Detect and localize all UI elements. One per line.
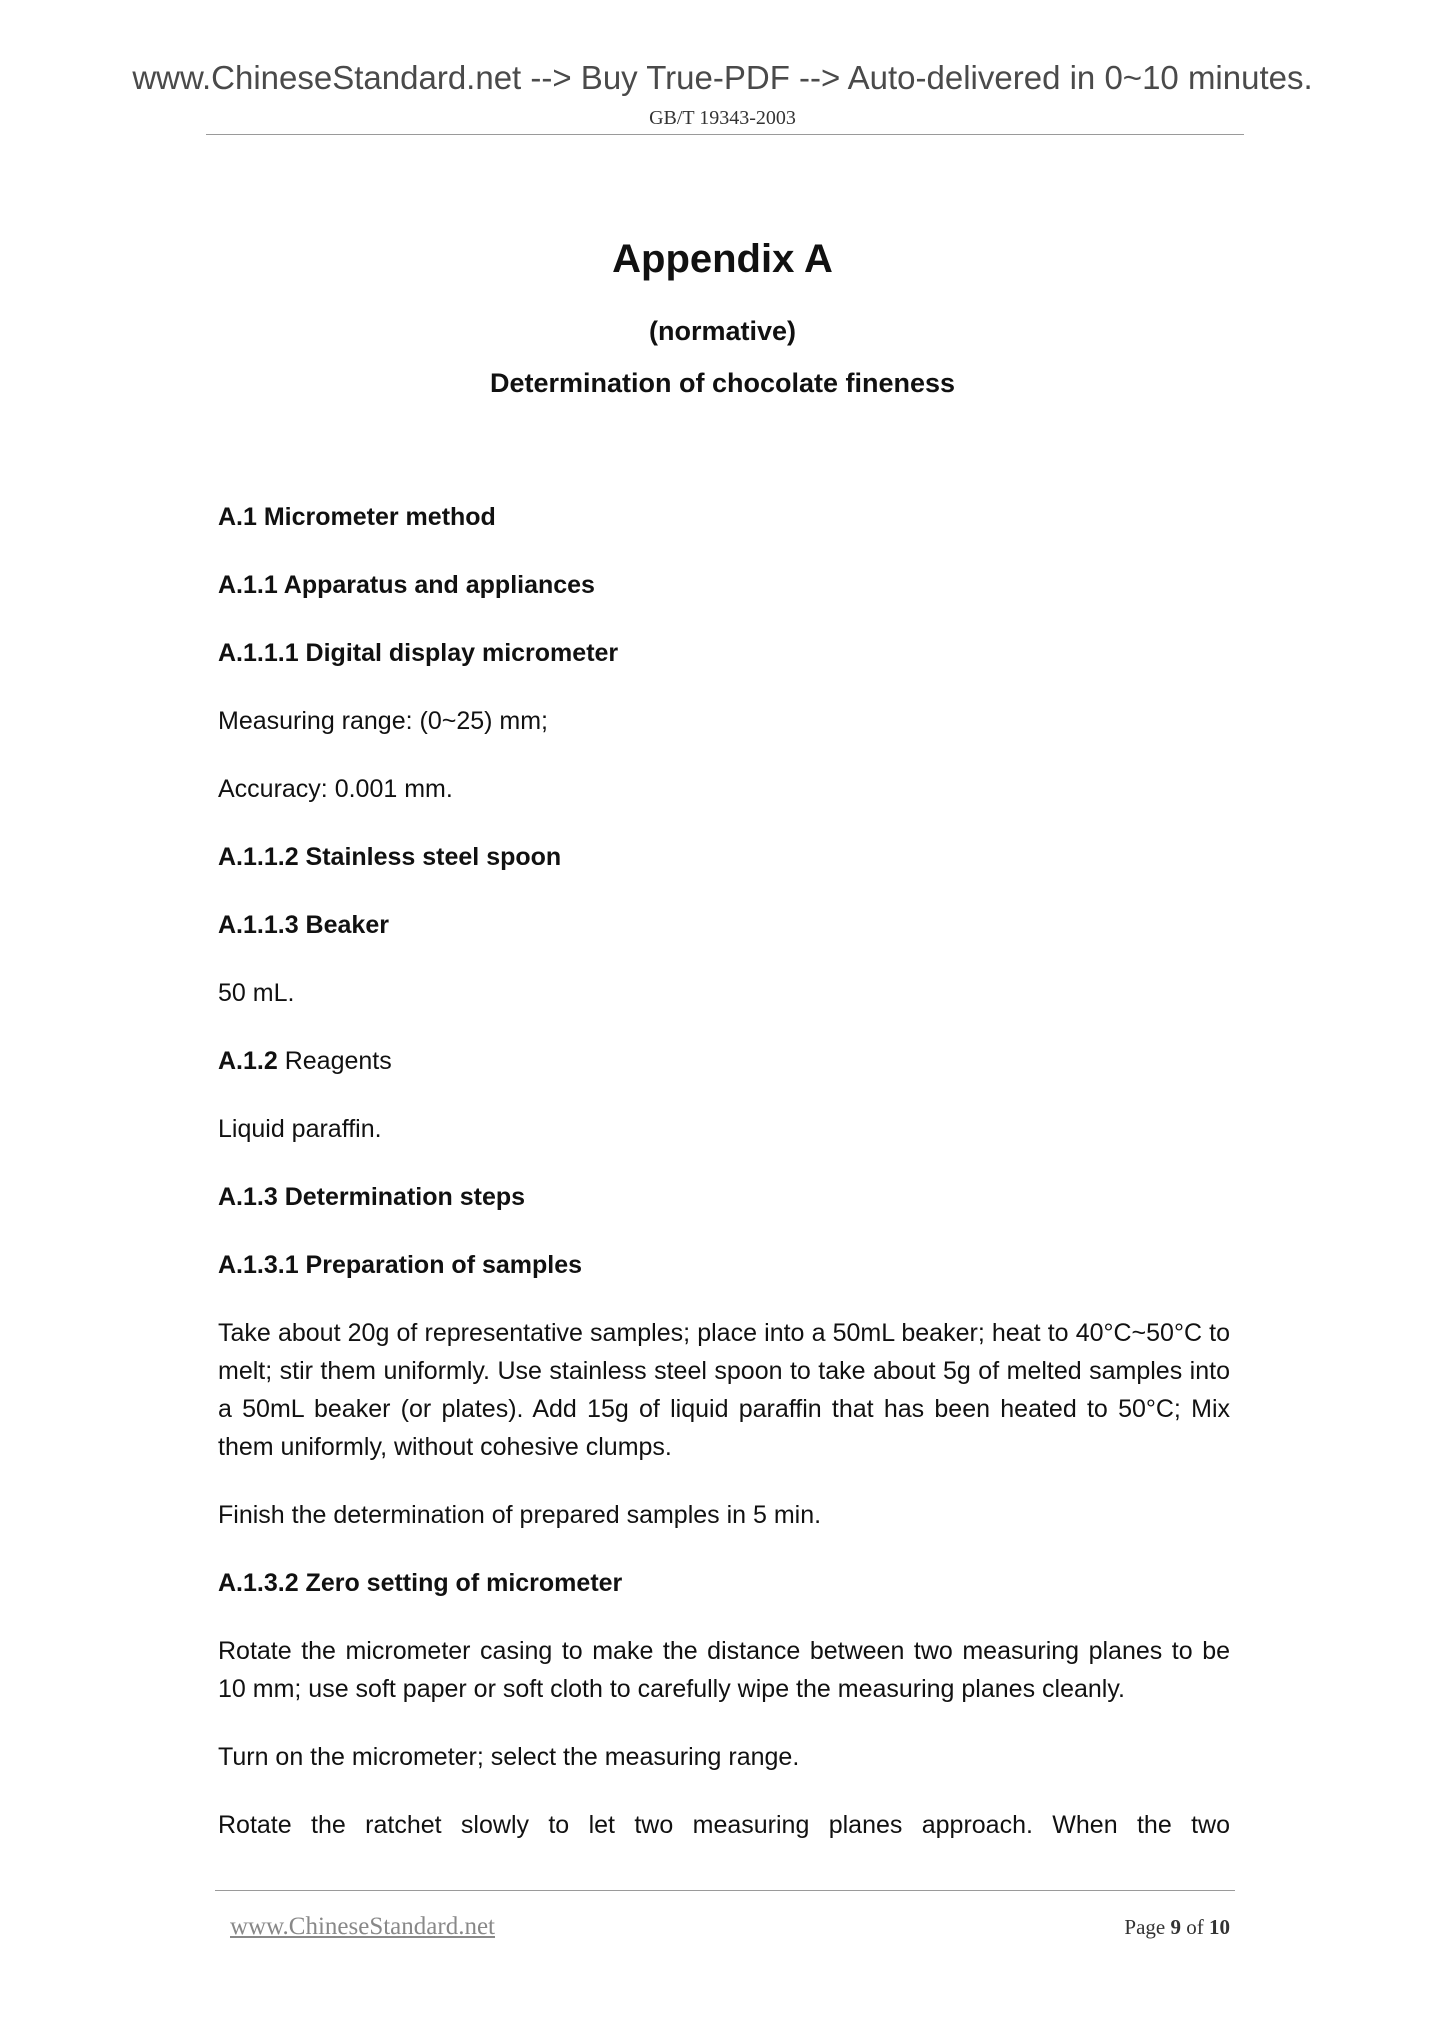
- rotate-casing-paragraph: Rotate the micrometer casing to make the distance between two measuring planes to be 10 mm; use soft paper or soft cloth to carefully wipe the measuring planes cleanly.: [218, 1637, 1230, 1703]
- heading-a1-2: [218, 1042, 1230, 1080]
- reagent-text: Liquid paraffin.: [218, 1115, 382, 1143]
- accuracy-text: Accuracy: 0.001 mm.: [218, 775, 453, 803]
- page-word: Page: [1124, 1915, 1166, 1939]
- heading-a1-1-2: A.1.1.2 Stainless steel spoon: [218, 843, 562, 871]
- heading-a1: A.1 Micrometer method: [218, 503, 496, 531]
- ratchet-paragraph: Rotate the ratchet slowly to let two measuring planes approach. When the two: [218, 1811, 1230, 1839]
- heading-a1-3: A.1.3 Determination steps: [218, 1183, 526, 1211]
- heading-a1-3-2: A.1.3.2 Zero setting of micrometer: [218, 1569, 623, 1597]
- appendix-subtitle: (normative): [648, 316, 797, 346]
- page-number: [1124, 1912, 1230, 1942]
- heading-a1-1-1: A.1.1.1 Digital display micrometer: [218, 639, 619, 667]
- standard-code: GB/T 19343-2003: [649, 107, 796, 129]
- footer-divider: [215, 1890, 1235, 1891]
- heading-a1-3-1: A.1.3.1 Preparation of samples: [218, 1251, 583, 1279]
- footer-site-link[interactable]: www.ChineseStandard.net: [230, 1913, 495, 1940]
- page-total: 10: [1209, 1915, 1230, 1939]
- finish-paragraph: Finish the determination of prepared samples in 5 min.: [218, 1501, 822, 1529]
- page-of: of: [1186, 1915, 1204, 1939]
- heading-a1-1: A.1.1 Apparatus and appliances: [218, 571, 595, 599]
- heading-a1-2-number: A.1.2: [218, 1047, 278, 1075]
- header-divider: [206, 134, 1244, 135]
- heading-a1-1-3: A.1.1.3 Beaker: [218, 911, 389, 939]
- appendix-title: Appendix A: [612, 237, 833, 281]
- measuring-range-text: Measuring range: (0~25) mm;: [218, 707, 549, 735]
- heading-a1-2-label: Reagents: [277, 1047, 392, 1075]
- preparation-paragraph: Take about 20g of representative samples; place into a 50mL beaker; heat to 40°C~50°C to melt; stir them uniformly. Use stainless steel spoon to take about 5g of melted samples into a 50mL beaker (or plates). Add 15g of liquid paraffin that has been heated to 50°C; Mix them uniformly, without cohesive clumps.: [218, 1319, 1230, 1461]
- beaker-size-text: 50 mL.: [218, 979, 295, 1007]
- document-body: [218, 498, 1230, 1874]
- appendix-subject: Determination of chocolate fineness: [489, 368, 956, 398]
- turn-on-paragraph: Turn on the micrometer; select the measuring range.: [218, 1743, 800, 1771]
- page-current: 9: [1170, 1915, 1181, 1939]
- site-banner: www.ChineseStandard.net --> Buy True-PDF --> Auto-delivered in 0~10 minutes.: [132, 59, 1313, 96]
